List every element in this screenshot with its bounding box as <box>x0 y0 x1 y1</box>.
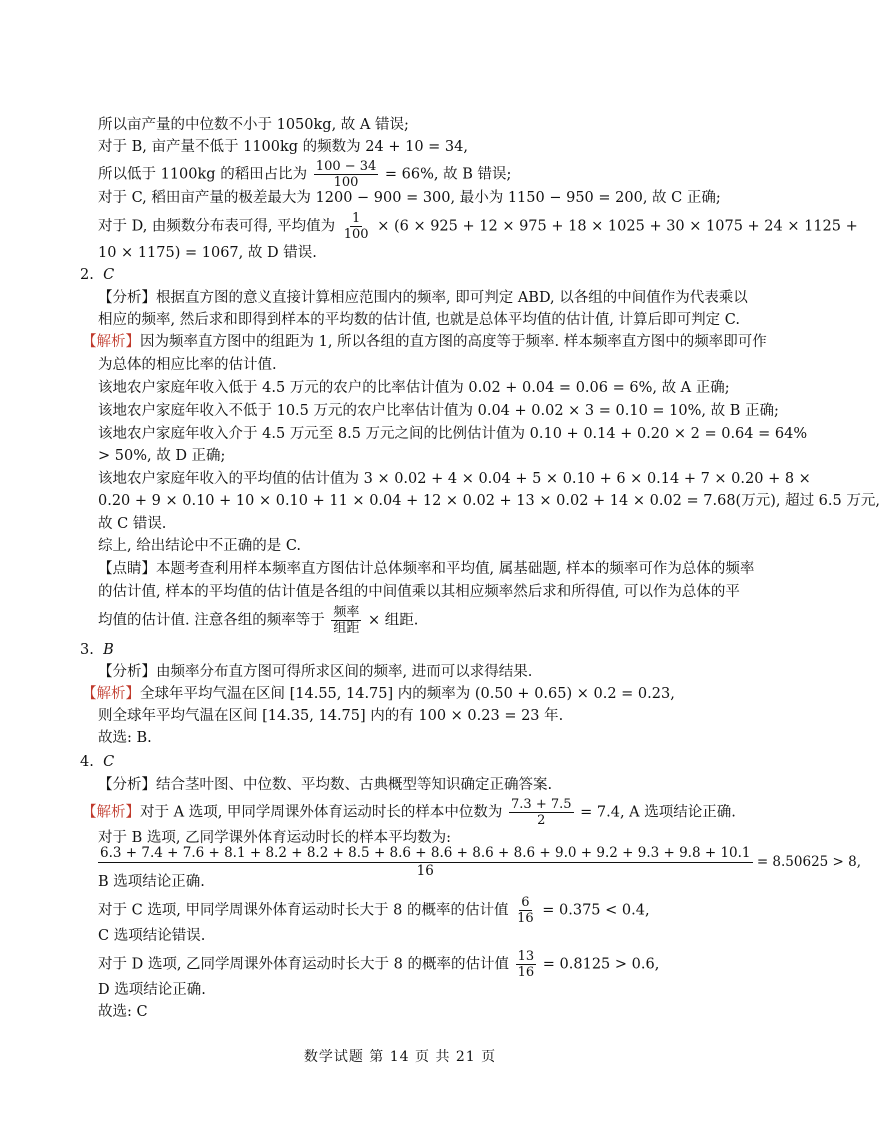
note-line: 的估计值, 样本的平均值的估计值是各组的中间值乘以其相应频率然后求和所得值, 可以作为总体的平 <box>98 584 740 600</box>
solution-tag: 【解析】 <box>82 334 140 350</box>
text-line: 0.20 + 9 × 0.10 + 10 × 0.10 + 11 × 0.04 + 12 × 0.02 + 13 × 0.02 + 14 × 0.02 = 7.68(万元), 超过 6.5 万元, <box>98 493 880 509</box>
text-line: B 选项结论正确. <box>98 874 205 890</box>
text-span: = 66%, 故 B 错误; <box>384 166 512 183</box>
solution-line <box>82 332 767 352</box>
text-line: 故选: C <box>98 1004 148 1020</box>
text-span: 均值的估计值. 注意各组的频率等于 <box>98 612 325 629</box>
text-span: 所以低于 1100kg 的稻田占比为 <box>98 166 308 183</box>
note-line <box>98 605 418 636</box>
text-span: 因为频率直方图中的组距为 1, 所以各组的直方图的高度等于频率. 样本频率直方图中的频率即可作 <box>140 334 767 350</box>
text-span: 对于 D, 由频数分布表可得, 平均值为 <box>98 218 336 235</box>
question-number <box>80 752 114 772</box>
text-line: 对于 B, 亩产量不低于 1100kg 的频数为 24 + 10 = 34, <box>98 139 468 155</box>
numerator: 6.3 + 7.4 + 7.6 + 8.1 + 8.2 + 8.2 + 8.5 + 8.6 + 8.6 + 8.6 + 8.6 + 9.0 + 9.2 + 9.3 + 9.8 + 10.1 <box>100 845 751 861</box>
fraction <box>314 159 379 190</box>
analysis-line: 【分析】由频率分布直方图可得所求区间的频率, 进而可以求得结果. <box>98 664 533 680</box>
long-fraction <box>98 845 861 880</box>
denominator: 100 <box>333 175 359 190</box>
text-line: 则全球年平均气温在区间 [14.35, 14.75] 内的有 100 × 0.23 = 23 年. <box>98 708 564 724</box>
text-span: 对于 A 选项, 甲同学周课外体育运动时长的样本中位数为 <box>140 804 503 821</box>
solution-tag: 【解析】 <box>82 804 140 821</box>
text-line: 10 × 1175) = 1067, 故 D 错误. <box>98 245 317 261</box>
numerator: 13 <box>517 949 535 964</box>
text-line: 对于 C, 稻田亩产量的极差最大为 1200 − 900 = 300, 最小为 1150 − 950 = 200, 故 C 正确; <box>98 190 721 206</box>
numerator: 1 <box>352 211 361 226</box>
denominator: 16 <box>517 911 534 926</box>
text-line: 故 C 错误. <box>98 516 167 532</box>
denominator: 16 <box>416 863 434 879</box>
answer: C <box>103 267 115 283</box>
text-span: 对于 C 选项, 甲同学周课外体育运动时长大于 8 的概率的估计值 <box>98 902 509 919</box>
solution-line <box>82 684 675 704</box>
numerator: 6 <box>521 895 530 910</box>
note-line: 【点睛】本题考查利用样本频率直方图估计总体频率和平均值, 属基础题, 样本的频率可作为总体的频率 <box>98 561 755 577</box>
fraction <box>509 797 574 828</box>
text-line: 综上, 给出结论中不正确的是 C. <box>98 538 302 554</box>
text-line: 所以亩产量的中位数不小于 1050kg, 故 A 错误; <box>98 117 409 133</box>
text-span: 全球年平均气温在区间 [14.55, 14.75] 内的频率为 (0.50 + 0.65) × 0.2 = 0.23, <box>140 686 675 702</box>
fraction <box>342 211 371 242</box>
text-line: 故选: B. <box>98 730 152 746</box>
text-line: 该地农户家庭年收入低于 4.5 万元的农户的比率估计值为 0.02 + 0.04 = 0.06 = 6%, 故 A 正确; <box>98 380 730 396</box>
text-line: C 选项结论错误. <box>98 928 206 944</box>
text-line <box>98 159 511 190</box>
number: 2. <box>80 267 94 283</box>
text-span: = 0.375 < 0.4, <box>542 902 650 919</box>
solution-line <box>82 797 736 828</box>
result: = 8.50625 > 8, <box>756 854 862 870</box>
text-line: 该地农户家庭年收入介于 4.5 万元至 8.5 万元之间的比例估计值为 0.10 + 0.14 + 0.20 × 2 = 0.64 = 64% <box>98 426 808 442</box>
numerator: 100 − 34 <box>315 159 377 174</box>
text-span: × (6 × 925 + 12 × 975 + 18 × 1025 + 30 × 1075 + 24 × 1125 + <box>377 218 858 235</box>
solution-tag: 【解析】 <box>82 686 140 702</box>
question-number <box>80 265 114 285</box>
fraction <box>331 605 361 636</box>
fraction <box>516 949 537 980</box>
text-line: > 50%, 故 D 正确; <box>98 448 226 464</box>
text-line <box>98 949 659 980</box>
number: 3. <box>80 642 94 658</box>
text-span: = 7.4, A 选项结论正确. <box>580 804 736 821</box>
text-span: 对于 D 选项, 乙同学周课外体育运动时长大于 8 的概率的估计值 <box>98 956 510 973</box>
text-line: D 选项结论正确. <box>98 982 206 998</box>
analysis-line: 相应的频率, 然后求和即得到样本的平均数的估计值, 也就是总体平均值的估计值, 计算后即可判定 C. <box>98 312 740 328</box>
denominator: 2 <box>537 813 546 828</box>
denominator: 16 <box>517 965 535 980</box>
text-line: 该地农户家庭年收入的平均值的估计值为 3 × 0.02 + 4 × 0.04 + 5 × 0.10 + 6 × 0.14 + 7 × 0.20 + 8 × <box>98 471 811 487</box>
denominator: 组距 <box>333 621 360 636</box>
text-line: 该地农户家庭年收入不低于 10.5 万元的农户比率估计值为 0.04 + 0.02 × 3 = 0.10 = 10%, 故 B 正确; <box>98 403 779 419</box>
answer: C <box>103 754 115 770</box>
denominator: 100 <box>343 227 369 242</box>
fraction <box>515 895 536 926</box>
answer: B <box>103 642 114 658</box>
page-footer: 数学试题 第 14 页 共 21 页 <box>303 1049 497 1065</box>
analysis-line: 【分析】结合茎叶图、中位数、平均数、古典概型等知识确定正确答案. <box>98 777 553 793</box>
text-line <box>98 211 858 242</box>
analysis-line: 【分析】根据直方图的意义直接计算相应范围内的频率, 即可判定 ABD, 以各组的中间值作为代表乘以 <box>98 290 748 306</box>
text-line <box>98 895 650 926</box>
numerator: 频率 <box>333 605 360 620</box>
number: 4. <box>80 754 94 770</box>
text-span: × 组距. <box>367 612 419 629</box>
question-number <box>80 640 114 660</box>
text-line: 对于 B 选项, 乙同学课外体育运动时长的样本平均数为: <box>98 830 451 846</box>
text-span: = 0.8125 > 0.6, <box>542 956 660 973</box>
text-line: 为总体的相应比率的估计值. <box>98 357 277 373</box>
numerator: 7.3 + 7.5 <box>511 797 572 812</box>
